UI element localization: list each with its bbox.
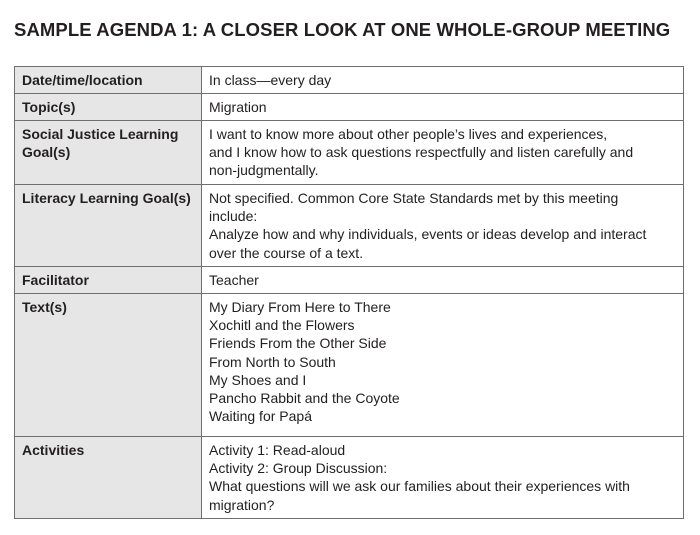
value-line: over the course of a text.	[209, 244, 364, 261]
row-label-literacy-goals: Literacy Learning Goal(s)	[15, 185, 202, 267]
row-label-social-justice-goals	[15, 121, 202, 185]
row-value-literacy-goals	[202, 185, 684, 267]
value-line: non-judgmentally.	[209, 162, 319, 179]
value-line: Teacher	[209, 272, 259, 288]
text-title: Friends From the Other Side	[209, 335, 387, 352]
row-value-social-justice-goals	[202, 121, 684, 185]
value-line: migration?	[209, 496, 275, 513]
table-row	[15, 294, 684, 437]
text-title: My Shoes and I	[209, 371, 307, 388]
row-value-facilitator	[202, 267, 684, 294]
table-row	[15, 185, 684, 267]
value-line: and I know how to ask questions respectfully and listen carefully and	[209, 144, 634, 161]
value-line: What questions will we ask our families about their experiences with	[209, 478, 630, 495]
row-label-topics: Topic(s)	[15, 94, 202, 121]
value-line: Not specified. Common Core State Standards met by this meeting	[209, 190, 619, 206]
value-line: I want to know more about other people’s lives and experiences,	[209, 126, 608, 142]
row-value-topics	[202, 94, 684, 121]
table-row	[15, 267, 684, 294]
row-label-date-time-location: Date/time/location	[15, 67, 202, 94]
page-title: SAMPLE AGENDA 1: A CLOSER LOOK AT ONE WHOLE-GROUP MEETING	[14, 19, 671, 40]
agenda-table	[14, 66, 684, 519]
row-value-date-time-location	[202, 67, 684, 94]
value-line: Analyze how and why individuals, events or ideas develop and interact	[209, 226, 647, 243]
text-title: From North to South	[209, 353, 336, 370]
text-title: Pancho Rabbit and the Coyote	[209, 390, 400, 407]
row-label-facilitator: Facilitator	[15, 267, 202, 294]
table-row	[15, 94, 684, 121]
table-row	[15, 437, 684, 519]
text-title: Xochitl and the Flowers	[209, 317, 355, 334]
row-label-texts: Text(s)	[15, 294, 202, 437]
value-line: include:	[209, 208, 258, 225]
table-row	[15, 121, 684, 185]
row-label-activities: Activities	[15, 437, 202, 519]
value-line: Migration	[209, 99, 267, 115]
value-line: Activity 2: Group Discussion:	[209, 460, 388, 477]
table-row	[15, 67, 684, 94]
label-text: Social Justice Learning Goal(s)	[22, 126, 179, 161]
row-value-activities	[202, 437, 684, 519]
row-value-texts	[202, 294, 684, 437]
value-line: In class—every day	[209, 72, 332, 88]
text-title: My Diary From Here to There	[209, 299, 391, 315]
text-title: Waiting for Papá	[209, 408, 312, 425]
value-line: Activity 1: Read-aloud	[209, 442, 346, 458]
